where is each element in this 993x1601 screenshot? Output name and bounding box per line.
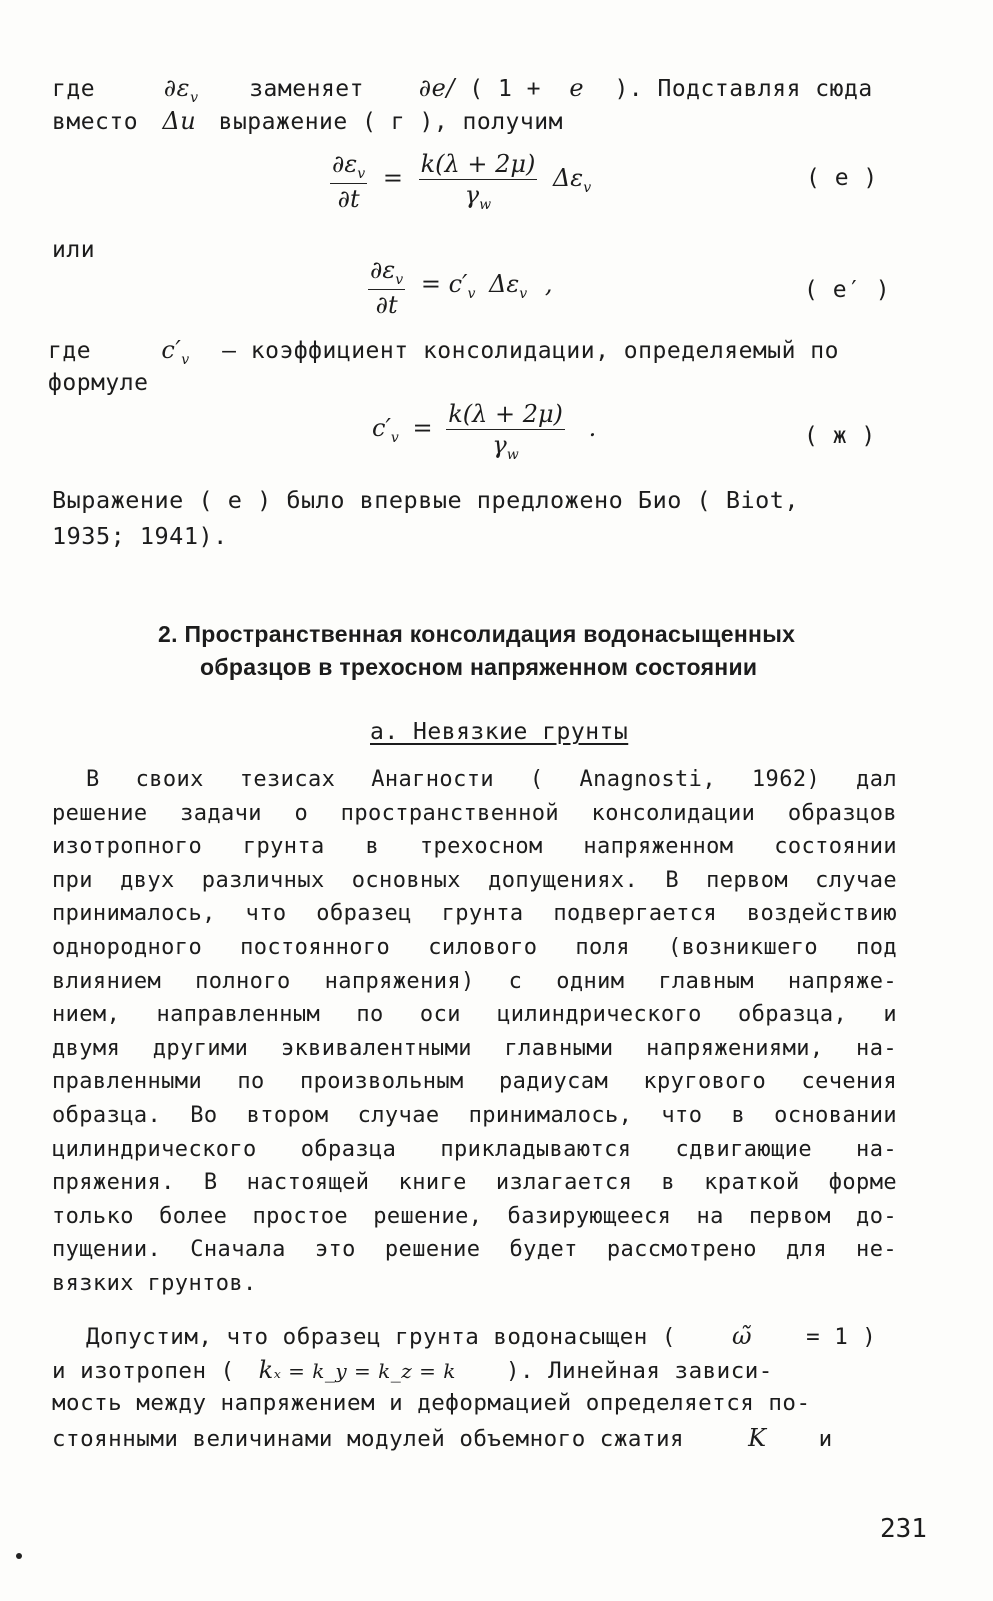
section-heading-line-1: 2. Пространственная консолидация водонасыщенных: [158, 621, 796, 647]
rhs-fraction: $\frac{k(\lambda + 2\mu)}{\gamma_w}$: [448, 400, 563, 463]
paragraph-line: влиянием полного напряжения) с одним главным напряже-: [52, 968, 897, 994]
symbol-de: ∂e/: [418, 74, 455, 102]
paragraph-line: решение задачи о пространственной консолидации образцов: [52, 800, 897, 826]
paragraph-line: цилиндрического образца прикладываются сдвигающие на-: [52, 1136, 897, 1162]
word: вместо: [52, 109, 139, 135]
paragraph-line: пряжения. В настоящей книге излагается в краткой форме: [52, 1170, 897, 1196]
paragraph-line: пущении. Сначала это решение будет рассмотрено для не-: [52, 1237, 897, 1263]
symbol-delta-u: Δu: [162, 107, 197, 135]
word: где: [52, 76, 96, 102]
paragraph-2-line-4: стоянными величинами модулей объемного сжатия K и: [52, 1424, 833, 1452]
word: заменяет: [249, 76, 364, 102]
paragraph-2-line-1: Допустим, что образец грунта водонасыщен ( ω̃ = 1 ): [86, 1322, 877, 1350]
equation-e-prime: $\frac{\partial\varepsilon_v}{\partial t}$ = $c'_v$ $\Delta\varepsilon_v$ ,: [370, 256, 553, 319]
paragraph-line: изотропного грунта в трехосном напряженном состоянии: [52, 834, 897, 860]
paragraph-line: В своих тезисах Анагности ( Anagnosti, 1962) дал: [86, 767, 897, 792]
definition-line: где $c'_v$ – коэффициент консолидации, определяемый по: [48, 336, 840, 368]
paragraph-line: принималось, что образец грунта подвергается воздействию: [52, 901, 897, 927]
equation-e: $\frac{\partial\varepsilon_v}{\partial t}$ = $\frac{k(\lambda + 2\mu)}{\gamma_w}$ $\Delta\varepsilon_v$: [332, 150, 592, 213]
text: ). Подставляя сюда: [614, 76, 873, 102]
biot-line-1: Выражение ( е ) было впервые предложено Био ( Biot,: [52, 486, 800, 514]
biot-line-2: 1935; 1941).: [52, 522, 228, 550]
paragraph-line: двумя другими эквивалентными главными напряжениями, на-: [52, 1035, 897, 1061]
equation-label-zh: ( ж ): [804, 423, 876, 449]
paragraph-2-line-2: и изотропен ( kₓ = k_y = k_z = k ). Линейная зависи-: [52, 1356, 773, 1384]
paragraph-line: нием, направленным по оси цилиндрического образца, и: [52, 1002, 897, 1028]
lhs-fraction: $\frac{\partial\varepsilon_v}{\partial t}$: [332, 150, 366, 213]
paragraph-line: при двух различных основных допущениях. В первом случае: [52, 867, 897, 893]
paragraph-line: вязких грунтов.: [52, 1270, 257, 1296]
paragraph-line: правленными по произвольным радиусам кругового сечения: [52, 1069, 897, 1095]
intro-line-1: [52, 74, 873, 106]
paragraph-1: [52, 763, 897, 1301]
equation-label-e-prime: ( е′ ): [804, 277, 891, 303]
paragraph-line: образца. Во втором случае принималось, что в основании: [52, 1102, 897, 1128]
paragraph-line: только более простое решение, базирующееся на первом до-: [52, 1203, 897, 1229]
definition-line-2: формуле: [48, 370, 149, 396]
equation-zh: $c'_v$ = $\frac{k(\lambda + 2\mu)}{\gamma_w}$ .: [372, 400, 597, 463]
paragraph-line: однородного постоянного силового поля (возникшего под: [52, 934, 897, 960]
equation-label-e: ( е ): [806, 165, 878, 191]
lhs-fraction: $\frac{\partial\varepsilon_v}{\partial t}$: [370, 256, 404, 319]
rhs-fraction: $\frac{k(\lambda + 2\mu)}{\gamma_w}$: [420, 150, 536, 213]
symbol-e: e: [569, 74, 585, 102]
scan-dot: [16, 1553, 22, 1559]
symbol-d-epsilon: $\partial\varepsilon_v$: [163, 74, 199, 106]
page-number: 231: [880, 1514, 927, 1544]
paragraph-2-line-3: мость между напряжением и деформацией определяется по-: [52, 1390, 811, 1416]
text: выражение ( г ), получим: [218, 109, 563, 135]
text: ( 1 +: [469, 76, 542, 102]
section-heading-line-2: образцов в трехосном напряженном состоянии: [200, 654, 758, 680]
subsection-heading: а. Невязкие грунты: [370, 719, 629, 745]
intro-line-2: [52, 107, 563, 135]
or-word: или: [52, 237, 96, 263]
